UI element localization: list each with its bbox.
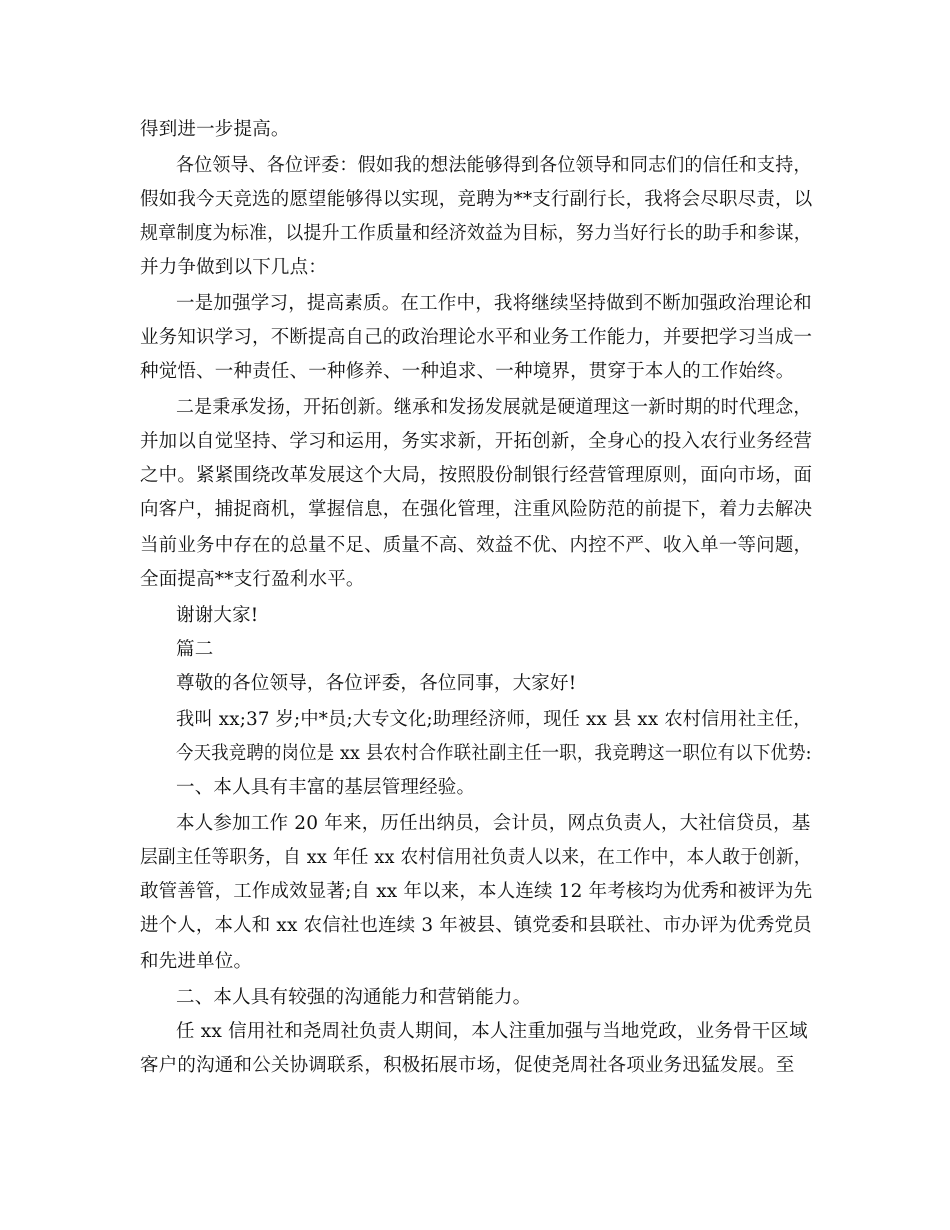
text-line: 并力争做到以下几点：: [140, 257, 328, 278]
section-heading: 篇二: [176, 639, 214, 660]
paragraph-line: 一、本人具有丰富的基层管理经验。: [176, 777, 476, 798]
text-line: 假如我今天竞选的愿望能够得以实现，竞聘为**支行副行长，我将会尽职尽责，以: [140, 189, 813, 210]
text-line: 并加以自觉坚持、学习和运用，务实求新，开拓创新，全身心的投入农行业务经营: [140, 431, 813, 452]
paragraph-line: 任 xx 信用社和尧周社负责人期间，本人注重加强与当地党政，业务骨干区域: [176, 1021, 808, 1042]
text-line: 客户的沟通和公关协调联系，积极拓展市场，促使尧周社各项业务迅猛发展。至: [140, 1055, 795, 1076]
text-line: 向客户，捕捉商机，掌握信息，在强化管理，注重风险防范的前提下，着力去解决: [140, 499, 813, 520]
text-line: 和先进单位。: [140, 951, 253, 972]
text-line: 业务知识学习，不断提高自己的政治理论水平和业务工作能力，并要把学习当成一: [140, 327, 813, 348]
text-line: 敢管善管，工作成效显著;自 xx 年以来，本人连续 12 年考核均为优秀和被评为先: [140, 881, 813, 902]
text-line: 规章制度为标准，以提升工作质量和经济效益为目标，努力当好行长的助手和参谋，: [140, 223, 812, 244]
paragraph-line: 一是加强学习，提高素质。在工作中，我将继续坚持做到不断加强政治理论和: [176, 293, 812, 314]
text-line: 进个人，本人和 xx 农信社也连续 3 年被县、镇党委和县联社、市办评为优秀党员: [140, 915, 812, 936]
text-line: 今天我竞聘的岗位是 xx 县农村合作联社副主任一职，我竞聘这一职位有以下优势:: [176, 743, 812, 764]
paragraph-line: 谢谢大家!: [176, 605, 259, 626]
text-line: 种觉悟、一种责任、一种修养、一种追求、一种境界，贯穿于本人的工作始终。: [140, 361, 795, 382]
text-line: 当前业务中存在的总量不足、质量不高、效益不优、内控不严、收入单一等问题，: [140, 535, 813, 556]
text-line: 之中。紧紧围绕改革发展这个大局，按照股份制银行经营管理原则，面向市场，面: [140, 465, 813, 486]
text-line: 得到进一步提高。: [140, 119, 290, 140]
paragraph-line: 各位领导、各位评委：假如我的想法能够得到各位领导和同志们的信任和支持，: [176, 155, 812, 176]
paragraph-line: 本人参加工作 20 年来，历任出纳员，会计员，网点负责人，大社信贷员，基: [176, 813, 811, 834]
paragraph-line: 尊敬的各位领导，各位评委，各位同事，大家好!: [176, 673, 577, 694]
paragraph-line: 二是秉承发扬，开拓创新。继承和发扬发展就是硬道理这一新时期的时代理念，: [176, 397, 812, 418]
paragraph-line: 二、本人具有较强的沟通能力和营销能力。: [176, 987, 532, 1008]
paragraph-line: 我叫 xx;37 岁;中*员;大专文化;助理经济师，现任 xx 县 xx 农村信用社主任，: [176, 709, 812, 730]
text-line: 层副主任等职务，自 xx 年任 xx 农村信用社负责人以来，在工作中，本人敢于创新，: [140, 847, 812, 868]
text-line: 全面提高**支行盈利水平。: [140, 569, 365, 590]
